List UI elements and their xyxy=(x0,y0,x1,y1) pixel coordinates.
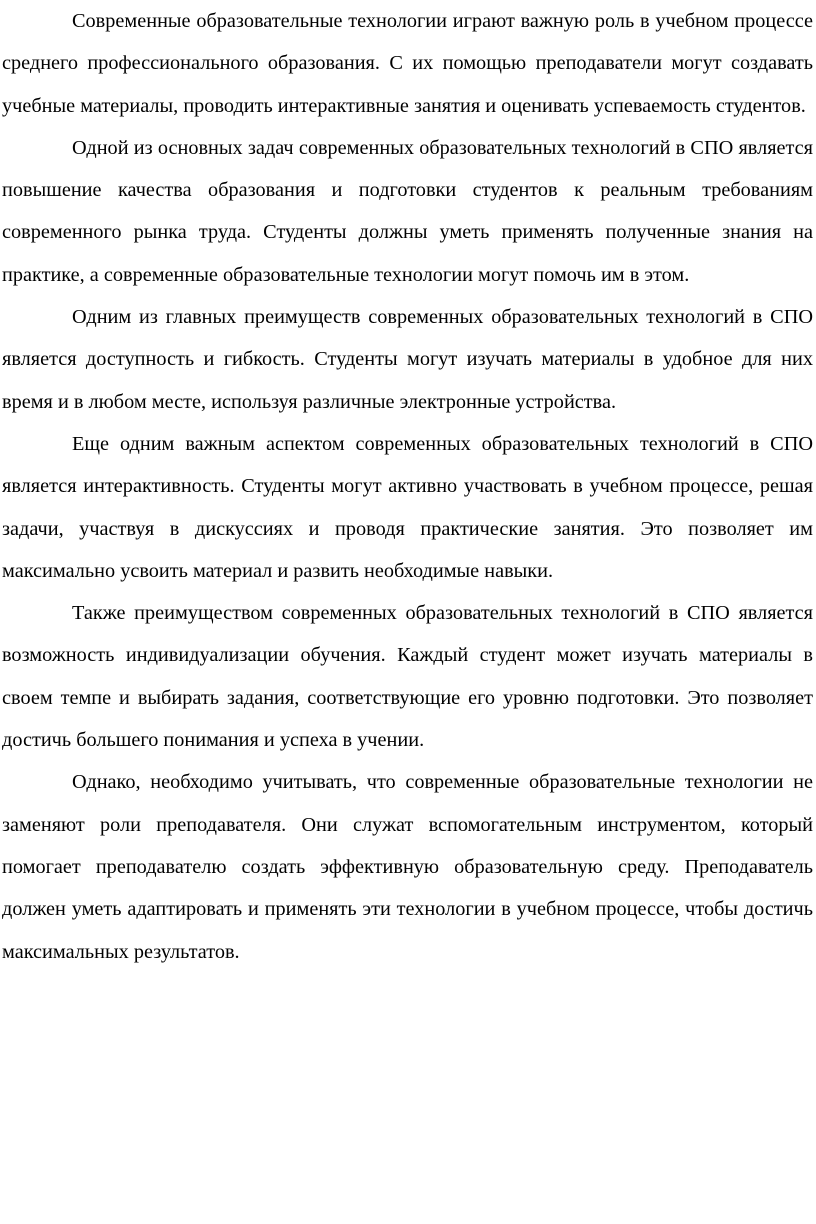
paragraph-4: Еще одним важным аспектом современных образовательных технологий в СПО является интерактивность. Студенты могут активно участвовать в учебном процессе, решая задачи, участвуя в дискуссиях и проводя практические занятия. Это позволяет им максимально усвоить материал и развить необходимые навыки. xyxy=(2,432,813,582)
paragraph-2: Одной из основных задач современных образовательных технологий в СПО является повышение качества образования и подготовки студентов к реальным требованиям современного рынка труда. Студенты должны уметь применять полученные знания на практике, а современные образовательные технологии могут помочь им в этом. xyxy=(2,136,813,286)
paragraph-1: Современные образовательные технологии играют важную роль в учебном процессе среднего профессионального образования. С их помощью преподаватели могут создавать учебные материалы, проводить интерактивные занятия и оценивать успеваемость студентов. xyxy=(2,10,813,117)
paragraph-3: Одним из главных преимуществ современных образовательных технологий в СПО является доступность и гибкость. Студенты могут изучать материалы в удобное для них время и в любом месте, используя различные электронные устройства. xyxy=(2,306,813,413)
paragraph-6: Однако, необходимо учитывать, что современные образовательные технологии не заменяют роли преподавателя. Они служат вспомогательным инструментом, который помогает преподавателю создать эффективную образовательную среду. Преподаватель должен уметь адаптировать и применять эти технологии в учебном процессе, чтобы достичь максимальных результатов. xyxy=(2,771,813,963)
paragraph-5: Также преимуществом современных образовательных технологий в СПО является возможность индивидуализации обучения. Каждый студент может изучать материалы в своем темпе и выбирать задания, соответствующие его уровню подготовки. Это позволяет достичь большего понимания и успеха в учении. xyxy=(2,602,813,752)
